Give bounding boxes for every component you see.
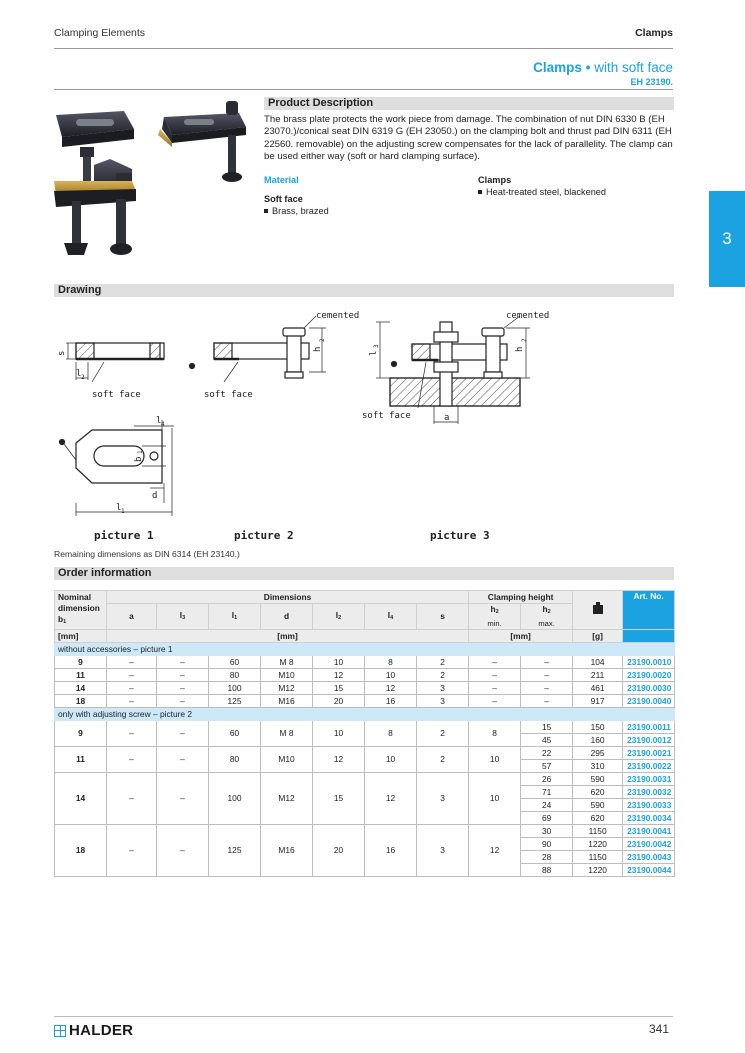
cell-art-no: 23190.0044	[623, 864, 675, 877]
picture-1-caption: picture 1	[94, 529, 154, 542]
drawing-heading: Drawing	[54, 284, 674, 297]
cell-art-no: 23190.0030	[623, 682, 675, 695]
dim-h2-sub-1: 2	[319, 338, 326, 342]
soft-face-heading: Soft face	[264, 194, 303, 204]
table-row	[55, 656, 675, 669]
dim-h2-sub-2: 2	[521, 338, 528, 342]
cell-l3: –	[157, 721, 209, 747]
cell-l2: 12	[313, 669, 365, 682]
dim-l4-sub: 4	[161, 421, 165, 428]
dim-l3-label: l	[369, 350, 379, 356]
halder-logo	[54, 1022, 133, 1039]
table-row	[55, 825, 675, 838]
unit-mm-1: [mm]	[55, 630, 107, 643]
cell-b1: 11	[55, 669, 107, 682]
col-nominal	[55, 591, 107, 630]
cell-d: M12	[261, 773, 313, 825]
cell-b1: 18	[55, 825, 107, 877]
group-without-accessories	[55, 643, 675, 656]
cell-art-no: 23190.0011	[623, 721, 675, 734]
col-nominal-line2: dimension	[58, 603, 100, 613]
cell-b1: 14	[55, 682, 107, 695]
cell-d: M 8	[261, 656, 313, 669]
page-title	[533, 60, 673, 75]
cell-l1: 60	[209, 656, 261, 669]
dim-l1-sub: 1	[121, 508, 125, 515]
col-a: a	[107, 604, 157, 630]
cell-weight: 1150	[573, 825, 623, 838]
soft-face-label-2: soft face	[204, 390, 253, 400]
col-group-clamping: Clamping height	[469, 591, 573, 604]
group-adjusting-screw-label: only with adjusting screw – picture 2	[55, 708, 675, 721]
cell-d: M12	[261, 682, 313, 695]
cell-l1: 60	[209, 721, 261, 747]
bullet-icon	[264, 209, 268, 213]
cell-a: –	[107, 695, 157, 708]
cell-h2-max: 71	[521, 786, 573, 799]
cell-l1: 100	[209, 773, 261, 825]
cell-l4: 12	[365, 773, 417, 825]
table-row	[55, 747, 675, 760]
table-row	[55, 682, 675, 695]
col-d: d	[261, 604, 313, 630]
col-weight	[573, 591, 623, 630]
picture-3-caption: picture 3	[430, 529, 490, 542]
cell-h2-min: 10	[469, 747, 521, 773]
product-description-heading: Product Description	[264, 97, 674, 110]
col-art-no: Art. No.	[623, 591, 675, 630]
title-divider	[54, 89, 673, 90]
soft-face-label-3: soft face	[362, 411, 411, 421]
product-photo	[54, 95, 254, 265]
cell-a: –	[107, 747, 157, 773]
dim-l4-label: l	[156, 416, 162, 426]
cell-d: M10	[261, 669, 313, 682]
cell-weight: 211	[573, 669, 623, 682]
cell-h2-max: 22	[521, 747, 573, 760]
cell-l1: 125	[209, 825, 261, 877]
dim-b1-label: b	[134, 456, 144, 462]
cell-weight: 620	[573, 812, 623, 825]
table-row	[55, 773, 675, 786]
cell-a: –	[107, 773, 157, 825]
material-label: Material	[264, 175, 299, 185]
cell-l2: 12	[313, 747, 365, 773]
cell-l3: –	[157, 825, 209, 877]
technical-drawing	[54, 298, 674, 548]
cell-art-no: 23190.0041	[623, 825, 675, 838]
dim-d-label: d	[152, 491, 158, 501]
cell-art-no: 23190.0012	[623, 734, 675, 747]
dim-a-label: a	[444, 413, 450, 423]
cell-l4: 10	[365, 669, 417, 682]
cell-l4: 16	[365, 825, 417, 877]
col-nominal-line3: b1	[58, 614, 67, 625]
col-group-dimensions: Dimensions	[107, 591, 469, 604]
cell-weight: 590	[573, 773, 623, 786]
cell-s: 2	[417, 656, 469, 669]
col-l1: l1	[209, 604, 261, 630]
cell-l4: 8	[365, 721, 417, 747]
cell-art-no: 23190.0020	[623, 669, 675, 682]
dim-h2-label-2: h	[515, 346, 525, 352]
clamps-material-text: Heat-treated steel, blackened	[486, 187, 607, 197]
cell-art-no: 23190.0042	[623, 838, 675, 851]
cell-d: M 8	[261, 721, 313, 747]
table-row	[55, 721, 675, 734]
running-header-section: Clamping Elements	[54, 27, 146, 39]
cell-b1: 9	[55, 656, 107, 669]
cell-art-no: 23190.0032	[623, 786, 675, 799]
col-l3: l3	[157, 604, 209, 630]
header-divider	[54, 48, 673, 49]
cell-d: M10	[261, 747, 313, 773]
cell-h2-min: –	[469, 656, 521, 669]
cell-l3: –	[157, 682, 209, 695]
cell-weight: 310	[573, 760, 623, 773]
cell-s: 3	[417, 695, 469, 708]
cell-h2-max: 57	[521, 760, 573, 773]
col-l4: l4	[365, 604, 417, 630]
cell-l2: 20	[313, 695, 365, 708]
weight-icon	[592, 602, 604, 615]
cell-s: 3	[417, 682, 469, 695]
dim-l2-label: l	[76, 369, 82, 379]
picture-2-caption: picture 2	[234, 529, 294, 542]
soft-face-material-text: Brass, brazed	[272, 206, 329, 216]
dim-b1-sub: 1	[137, 450, 144, 454]
cell-l4: 10	[365, 747, 417, 773]
art-no-spacer	[623, 630, 675, 643]
cell-d: M16	[261, 695, 313, 708]
cell-h2-max: 24	[521, 799, 573, 812]
cell-l2: 15	[313, 682, 365, 695]
cell-h2-max: –	[521, 669, 573, 682]
cell-art-no: 23190.0022	[623, 760, 675, 773]
cell-h2-max: 88	[521, 864, 573, 877]
cell-l3: –	[157, 656, 209, 669]
cell-weight: 160	[573, 734, 623, 747]
table-row	[55, 669, 675, 682]
clamps-material-heading: Clamps	[478, 175, 512, 185]
cell-s: 2	[417, 747, 469, 773]
cell-s: 2	[417, 721, 469, 747]
cell-weight: 1220	[573, 864, 623, 877]
cell-a: –	[107, 669, 157, 682]
cell-a: –	[107, 682, 157, 695]
cell-l1: 80	[209, 747, 261, 773]
footer-divider	[54, 1016, 673, 1017]
dim-h2-label-1: h	[313, 346, 323, 352]
page-title-main: Clamps	[533, 60, 582, 75]
cell-l1: 80	[209, 669, 261, 682]
cemented-label-1: cemented	[316, 311, 360, 321]
cell-b1: 14	[55, 773, 107, 825]
cell-h2-max: 28	[521, 851, 573, 864]
dim-l3-sub: 3	[373, 344, 380, 348]
cell-a: –	[107, 721, 157, 747]
unit-mm-3: [mm]	[469, 630, 573, 643]
cell-h2-min: –	[469, 669, 521, 682]
cell-weight: 1220	[573, 838, 623, 851]
cell-h2-min: –	[469, 682, 521, 695]
halder-logo-text: HALDER	[69, 1022, 134, 1039]
col-h2-min: h2 min.	[469, 604, 521, 630]
cell-l3: –	[157, 747, 209, 773]
cell-weight: 150	[573, 721, 623, 734]
col-h2-max: h2 max.	[521, 604, 573, 630]
cell-s: 3	[417, 825, 469, 877]
col-l2: l2	[313, 604, 365, 630]
page-title-sub: with soft face	[594, 60, 673, 75]
cell-s: 2	[417, 669, 469, 682]
cell-weight: 461	[573, 682, 623, 695]
cell-b1: 18	[55, 695, 107, 708]
running-header-category: Clamps	[635, 27, 673, 39]
cell-h2-max: 45	[521, 734, 573, 747]
cell-weight: 295	[573, 747, 623, 760]
unit-g: [g]	[573, 630, 623, 643]
cell-h2-max: 30	[521, 825, 573, 838]
cell-l3: –	[157, 773, 209, 825]
cell-s: 3	[417, 773, 469, 825]
cell-l4: 8	[365, 656, 417, 669]
col-s: s	[417, 604, 469, 630]
cell-l1: 100	[209, 682, 261, 695]
picture-2-side-view	[190, 316, 327, 382]
cell-art-no: 23190.0010	[623, 656, 675, 669]
cell-h2-min: –	[469, 695, 521, 708]
cell-art-no: 23190.0043	[623, 851, 675, 864]
cell-l4: 16	[365, 695, 417, 708]
product-code: EH 23190.	[630, 77, 673, 87]
unit-mm-2: [mm]	[107, 630, 469, 643]
cell-a: –	[107, 656, 157, 669]
group-adjusting-screw	[55, 708, 675, 721]
cell-h2-max: 90	[521, 838, 573, 851]
cell-art-no: 23190.0031	[623, 773, 675, 786]
dim-l2-sub: 2	[81, 374, 85, 381]
cell-l4: 12	[365, 682, 417, 695]
cell-art-no: 23190.0034	[623, 812, 675, 825]
cell-l2: 15	[313, 773, 365, 825]
picture-1-top-view	[60, 420, 175, 516]
cell-h2-min: 10	[469, 773, 521, 825]
cell-l3: –	[157, 669, 209, 682]
bullet-icon	[478, 190, 482, 194]
dim-s-label: s	[57, 350, 67, 356]
cell-l2: 10	[313, 656, 365, 669]
clamps-material	[478, 187, 606, 197]
page-title-bullet: •	[585, 60, 591, 75]
order-info-heading: Order information	[54, 567, 674, 580]
chapter-tab[interactable]: 3	[709, 191, 745, 287]
cell-l1: 125	[209, 695, 261, 708]
cell-l2: 20	[313, 825, 365, 877]
cell-weight: 917	[573, 695, 623, 708]
cell-b1: 11	[55, 747, 107, 773]
group-without-accessories-label: without accessories – picture 1	[55, 643, 675, 656]
soft-face-material	[264, 206, 329, 216]
soft-face-label-1: soft face	[92, 390, 141, 400]
page-number: 341	[648, 1022, 669, 1036]
table-row	[55, 695, 675, 708]
drawing-note: Remaining dimensions as DIN 6314 (EH 23140.)	[54, 549, 240, 559]
cell-d: M16	[261, 825, 313, 877]
halder-logo-icon	[54, 1025, 66, 1037]
cell-h2-min: 8	[469, 721, 521, 747]
cell-weight: 620	[573, 786, 623, 799]
order-table	[54, 590, 675, 877]
cell-a: –	[107, 825, 157, 877]
picture-3-side-view	[376, 316, 530, 424]
cemented-label-2: cemented	[506, 311, 550, 321]
col-nominal-line1: Nominal	[58, 592, 92, 602]
cell-h2-max: 15	[521, 721, 573, 734]
cell-l2: 10	[313, 721, 365, 747]
cell-weight: 1150	[573, 851, 623, 864]
cell-art-no: 23190.0033	[623, 799, 675, 812]
product-description-text: The brass plate protects the work piece from damage. The combination of nut DIN 6330 B (EH 23070.)/conical seat DIN 6319 G (EH 23050.) on the clamping bolt and thrust pad DIN 6311 (EH 22560. removable) on the adjusting screw compensates for the lack of parallelity. The clamp can be used either way (soft or hard clamping surface).	[264, 114, 673, 163]
cell-h2-max: 26	[521, 773, 573, 786]
cell-art-no: 23190.0021	[623, 747, 675, 760]
cell-weight: 590	[573, 799, 623, 812]
cell-h2-max: –	[521, 656, 573, 669]
cell-weight: 104	[573, 656, 623, 669]
cell-h2-max: –	[521, 695, 573, 708]
cell-art-no: 23190.0040	[623, 695, 675, 708]
cell-b1: 9	[55, 721, 107, 747]
dim-l1-label: l	[116, 503, 122, 513]
cell-h2-max: –	[521, 682, 573, 695]
cell-h2-max: 69	[521, 812, 573, 825]
cell-l3: –	[157, 695, 209, 708]
cell-h2-min: 12	[469, 825, 521, 877]
